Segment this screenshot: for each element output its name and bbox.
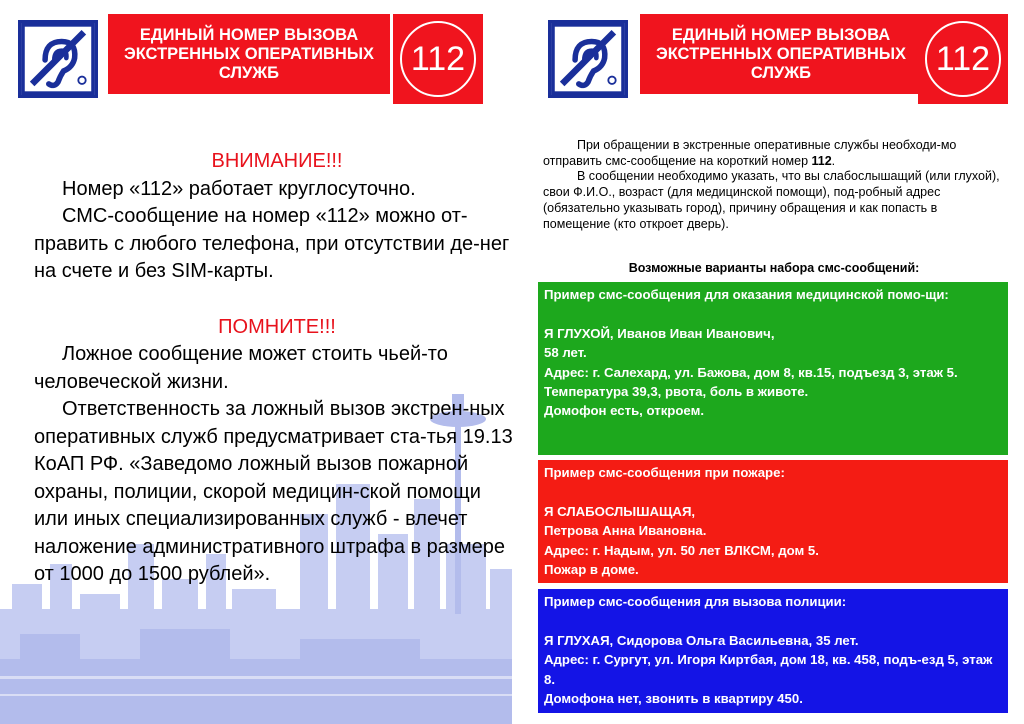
sms-example-line: Домофона нет, звонить в квартиру 450. xyxy=(544,691,803,707)
right-intro-text xyxy=(543,138,1005,232)
intro-text: При обращении в экстренные оперативные службы необходи-мо отправить смс-сообщение на короткий номер xyxy=(543,138,957,168)
header-title-line: СЛУЖБ xyxy=(750,63,812,82)
hearing-impaired-icon xyxy=(548,20,628,98)
sms-example-title: Пример смс-сообщения при пожаре: xyxy=(544,465,785,480)
header-title-line: СЛУЖБ xyxy=(218,63,280,82)
hearing-impaired-icon xyxy=(18,20,98,98)
sms-example-police xyxy=(538,589,1008,713)
intro-paragraph: В сообщении необходимо указать, что вы слабослышащий (или глухой), свои Ф.И.О., возраст (для медицинской помощи), под-робный адрес (обязательно указывать город), причину обращения и как попасть в помещение (кто откроет дверь). xyxy=(543,169,1000,231)
sms-example-line: Адрес: г. Надым, ул. 50 лет ВЛКСМ, дом 5. xyxy=(544,542,819,558)
sms-example-line: Пожар в доме. xyxy=(544,562,639,578)
paragraph: Ложное сообщение может стоить чьей-то человеческой жизни. xyxy=(34,343,448,393)
header-title-banner xyxy=(640,14,922,94)
sms-example-line: Я ГЛУХАЯ, Сидорова Ольга Васильевна, 35 лет. xyxy=(544,632,859,648)
sms-example-line: Адрес: г. Салехард, ул. Бажова, дом 8, кв.15, подъезд 3, этаж 5. xyxy=(544,364,958,380)
sms-example-line: Температура 39,3, рвота, боль в животе. xyxy=(544,384,809,400)
intro-paragraph xyxy=(543,138,1005,169)
emergency-number-badge xyxy=(393,14,483,104)
header-title-line: ЭКСТРЕННЫХ ОПЕРАТИВНЫХ xyxy=(123,44,375,63)
paragraph: СМС-сообщение на номер «112» можно от-править с любого телефона, при отсутствии де-нег на счете и без SIM-карты. xyxy=(34,205,510,282)
emergency-number: 112 xyxy=(935,39,991,78)
short-number: 112 xyxy=(811,153,832,168)
header-title-banner xyxy=(108,14,390,94)
header-title-line: ЕДИНЫЙ НОМЕР ВЫЗОВА xyxy=(671,25,891,44)
sms-example-line: Я СЛАБОСЛЫШАЩАЯ, xyxy=(544,503,696,519)
left-text-block xyxy=(34,148,514,589)
sms-example-line: 58 лет. xyxy=(544,345,587,361)
header-title-line: ЕДИНЫЙ НОМЕР ВЫЗОВА xyxy=(139,25,359,44)
sms-example-fire xyxy=(538,460,1008,583)
variants-title: Возможные варианты набора смс-сообщений: xyxy=(628,261,920,275)
sms-example-title: Пример смс-сообщения для оказания медицинской помо-щи: xyxy=(544,287,949,302)
sms-example-line: Я ГЛУХОЙ, Иванов Иван Иванович, xyxy=(544,325,775,341)
header-title-line: ЭКСТРЕННЫХ ОПЕРАТИВНЫХ xyxy=(655,44,907,63)
sms-example-line: Адрес: г. Сургут, ул. Игоря Киртбая, дом 18, кв. 458, подъ-езд 5, этаж 8. xyxy=(544,652,993,687)
emergency-number: 112 xyxy=(410,39,466,78)
paragraph: Ответственность за ложный вызов экстрен-ных оперативных служб предусматривает ста-тья 19.13 КоАП РФ. «Заведомо ложный вызов пожарной охраны, полиции, скорой медицин-ской помощи или иных специализированных служб - влечет наложение административного штрафа в размере от 1000 до 1500 рублей». xyxy=(34,398,513,585)
paragraph: Номер «112» работает круглосуточно. xyxy=(62,177,416,200)
sms-example-title: Пример смс-сообщения для вызова полиции: xyxy=(544,594,847,609)
sms-example-line: Петрова Анна Ивановна. xyxy=(544,523,707,539)
attention-heading: ВНИМАНИЕ!!! xyxy=(211,150,343,172)
sms-example-line: Домофон есть, откроем. xyxy=(544,403,704,419)
emergency-number-badge xyxy=(918,14,1008,104)
sms-example-medical xyxy=(538,282,1008,455)
remember-heading: ПОМНИТЕ!!! xyxy=(218,315,336,338)
intro-text-end: . xyxy=(831,153,836,168)
